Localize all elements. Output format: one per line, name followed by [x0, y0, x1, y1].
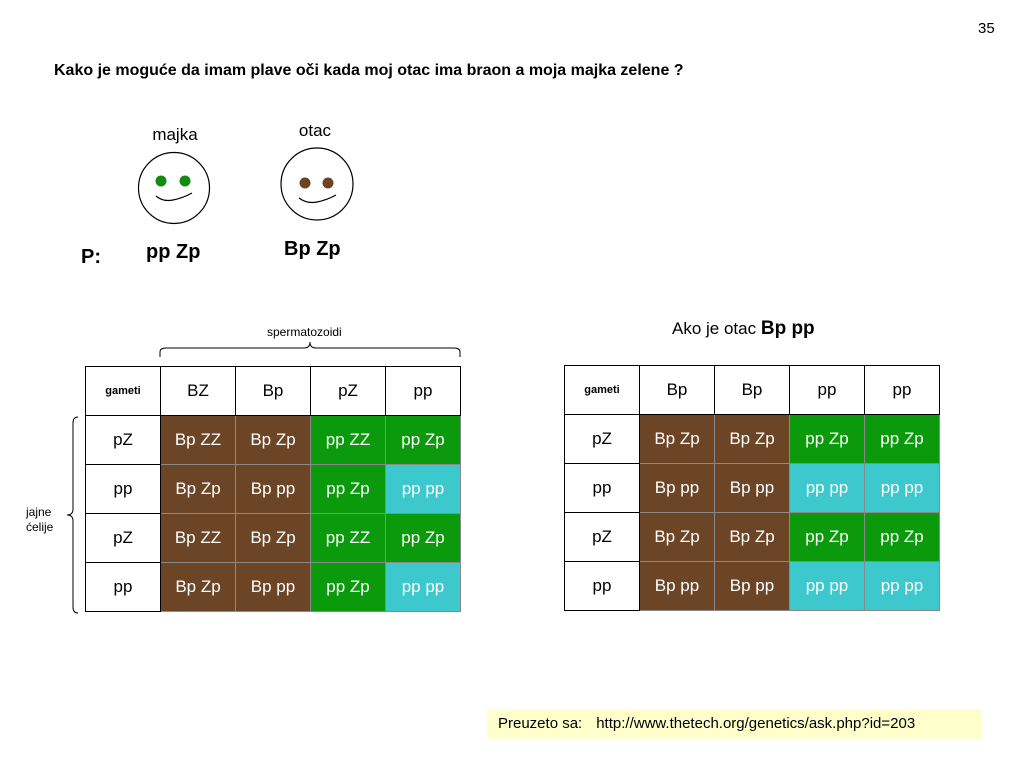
genotype-cell: pp Zp — [865, 513, 940, 562]
genotype-cell: Bp Zp — [236, 514, 311, 563]
genotype-cell: Bp pp — [640, 464, 715, 513]
punnett-table-1 — [85, 366, 461, 612]
question-title: Kako je moguće da imam plave oči kada moj otac ima braon a moja majka zelene ? — [54, 62, 684, 79]
corner-cell: gameti — [565, 366, 640, 415]
table-row — [86, 416, 461, 465]
genotype-cell: Bp pp — [236, 465, 311, 514]
table-row — [565, 562, 940, 611]
table-row — [86, 514, 461, 563]
egg-brace-label — [26, 505, 53, 535]
genotype-cell: Bp pp — [640, 562, 715, 611]
row-header: pZ — [565, 513, 640, 562]
column-header: BZ — [161, 367, 236, 416]
table2-caption-prefix: Ako je otac — [672, 319, 757, 338]
genotype-cell: pp Zp — [790, 513, 865, 562]
table-row — [86, 563, 461, 612]
column-header: Bp — [236, 367, 311, 416]
row-header: pZ — [86, 416, 161, 465]
corner-cell: gameti — [86, 367, 161, 416]
column-header: pp — [386, 367, 461, 416]
genotype-cell: Bp pp — [715, 464, 790, 513]
father-face-icon — [280, 146, 354, 222]
genotype-cell: pp Zp — [311, 563, 386, 612]
genotype-cell: Bp Zp — [161, 465, 236, 514]
genotype-cell: pp Zp — [386, 514, 461, 563]
genotype-cell: Bp Zp — [715, 513, 790, 562]
egg-brace-label-line1: jajne — [26, 505, 52, 519]
father-label: otac — [298, 121, 332, 140]
header-row — [86, 367, 461, 416]
column-header: pp — [790, 366, 865, 415]
genotype-cell: pp ZZ — [311, 416, 386, 465]
p-label: P: — [81, 246, 101, 268]
row-header: pZ — [86, 514, 161, 563]
genotype-cell: pp Zp — [790, 415, 865, 464]
source-box — [487, 709, 981, 739]
father-eye-right — [323, 178, 334, 189]
table-row — [565, 415, 940, 464]
genotype-cell: pp Zp — [386, 416, 461, 465]
egg-brace-label-line2: ćelije — [26, 520, 54, 534]
mother-eye-left — [156, 176, 167, 187]
row-header: pp — [565, 464, 640, 513]
genotype-cell: Bp Zp — [640, 513, 715, 562]
punnett-table-2 — [564, 365, 940, 611]
slide-number: 35 — [978, 20, 995, 37]
row-header: pp — [86, 563, 161, 612]
table2-caption — [672, 318, 815, 340]
genotype-cell: Bp ZZ — [161, 514, 236, 563]
mother-label: majka — [152, 125, 198, 144]
table-row — [86, 465, 461, 514]
genotype-cell: pp pp — [790, 464, 865, 513]
genotype-cell: Bp ZZ — [161, 416, 236, 465]
table-row — [565, 464, 940, 513]
column-header: pp — [865, 366, 940, 415]
genotype-cell: Bp pp — [236, 563, 311, 612]
source-link[interactable]: http://www.thetech.org/genetics/ask.php?id=203 — [596, 715, 916, 732]
genotype-cell: pp ZZ — [311, 514, 386, 563]
column-header: Bp — [715, 366, 790, 415]
mother-face-icon — [137, 151, 211, 225]
row-header: pp — [86, 465, 161, 514]
genotype-cell: Bp Zp — [161, 563, 236, 612]
genotype-cell: pp pp — [386, 563, 461, 612]
genotype-cell: pp Zp — [311, 465, 386, 514]
genotype-cell: pp pp — [865, 562, 940, 611]
table2-caption-genotype: Bp pp — [760, 318, 815, 339]
genotype-cell: pp Zp — [865, 415, 940, 464]
top-brace-icon — [158, 340, 464, 358]
column-header: pZ — [311, 367, 386, 416]
genotype-cell: Bp Zp — [236, 416, 311, 465]
sperm-brace-label: spermatozoidi — [267, 325, 342, 339]
genotype-cell: Bp pp — [715, 562, 790, 611]
mother-genotype: pp Zp — [146, 241, 201, 263]
mother-eye-right — [180, 176, 191, 187]
side-brace-icon — [64, 415, 80, 615]
father-genotype: Bp Zp — [284, 238, 341, 260]
source-label: Preuzeto sa: — [498, 715, 583, 732]
genotype-cell: Bp Zp — [715, 415, 790, 464]
header-row — [565, 366, 940, 415]
genotype-cell: pp pp — [865, 464, 940, 513]
genotype-cell: Bp Zp — [640, 415, 715, 464]
row-header: pZ — [565, 415, 640, 464]
table-row — [565, 513, 940, 562]
column-header: Bp — [640, 366, 715, 415]
row-header: pp — [565, 562, 640, 611]
father-eye-left — [300, 178, 311, 189]
genotype-cell: pp pp — [790, 562, 865, 611]
genotype-cell: pp pp — [386, 465, 461, 514]
